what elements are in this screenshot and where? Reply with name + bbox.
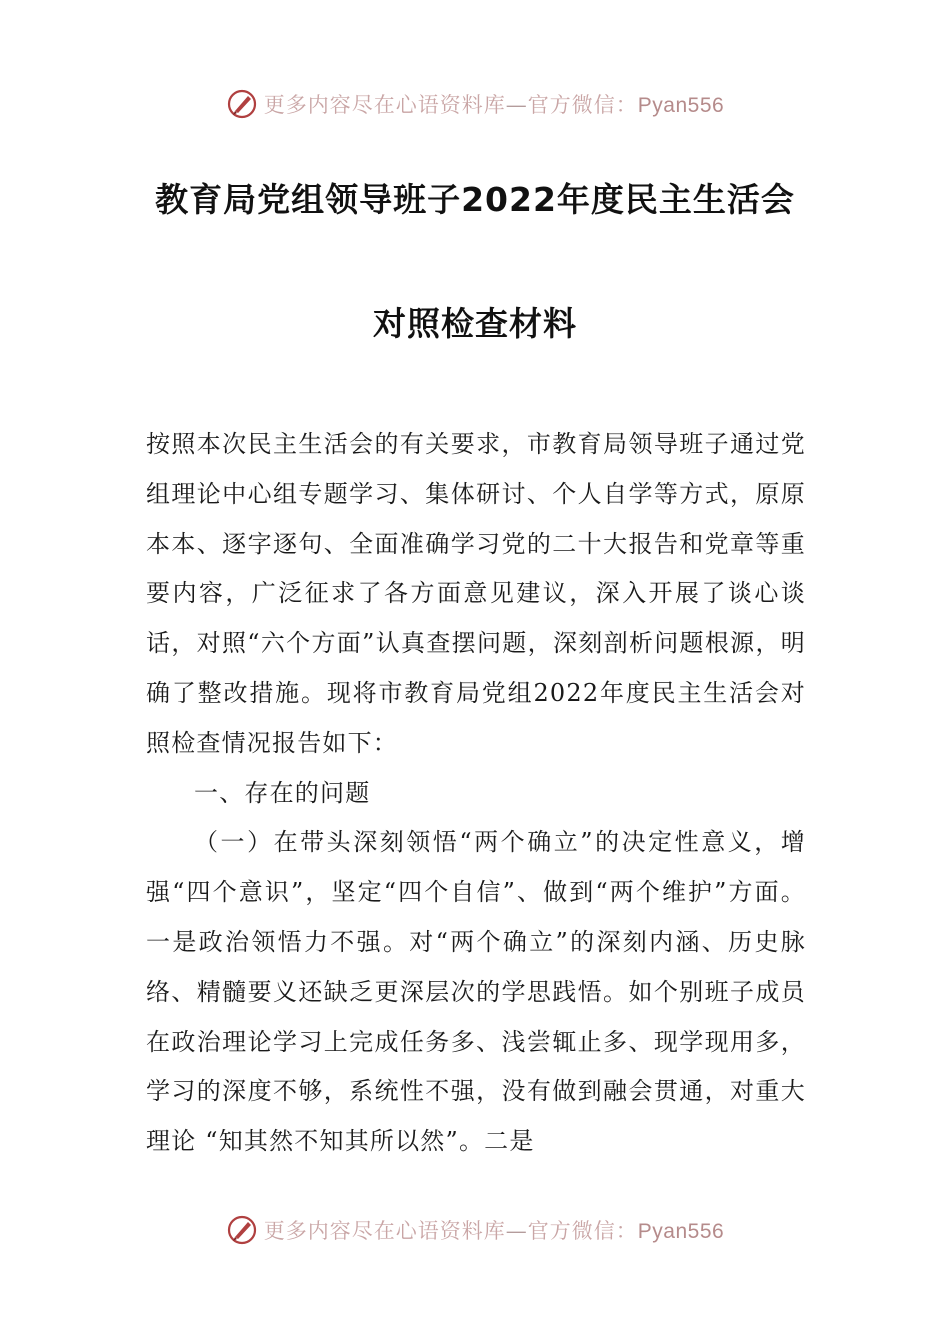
subsection-paragraph: （一）在带头深刻领悟“两个确立”的决定性意义，增强“四个意识”，坚定“四个自信”、做到“两个维护”方面。一是政治领悟力不强。对“两个确立”的深刻内涵、历史脉络、精髓要义还缺乏更深层次的学思践悟。如个别班子成员在政治理论学习上完成任务多、浅尝辄止多、现学现用多，学习的深度不够，系统性不强，没有做到融会贯通，对重大理论 “知其然不知其所以然”。二是 bbox=[146, 828, 806, 1156]
watermark-footer bbox=[0, 1210, 950, 1250]
section-heading: 一、存在的问题 bbox=[194, 778, 371, 807]
pen-logo-icon bbox=[226, 1214, 258, 1246]
document-body bbox=[146, 420, 806, 1167]
watermark-text: 更多内容尽在心语资料库—官方微信：Pyan556 bbox=[263, 1219, 725, 1243]
intro-paragraph: 按照本次民主生活会的有关要求，市教育局领导班子通过党组理论中心组专题学习、集体研讨、个人自学等方式，原原本本、逐字逐句、全面准确学习党的二十大报告和党章等重要内容，广泛征求了各方面意见建议，深入开展了谈心谈话，对照“六个方面”认真查摆问题，深刻剖析问题根源，明确了整改措施。现将市教育局党组2022年度民主生活会对照检查情况报告如下： bbox=[146, 430, 806, 757]
watermark-header bbox=[0, 84, 950, 124]
document-title-line2: 对照检查材料 bbox=[373, 304, 577, 343]
document-title-line1: 教育局党组领导班子2022年度民主生活会 bbox=[155, 180, 795, 219]
watermark-text: 更多内容尽在心语资料库—官方微信：Pyan556 bbox=[263, 93, 725, 117]
pen-logo-icon bbox=[226, 88, 258, 120]
